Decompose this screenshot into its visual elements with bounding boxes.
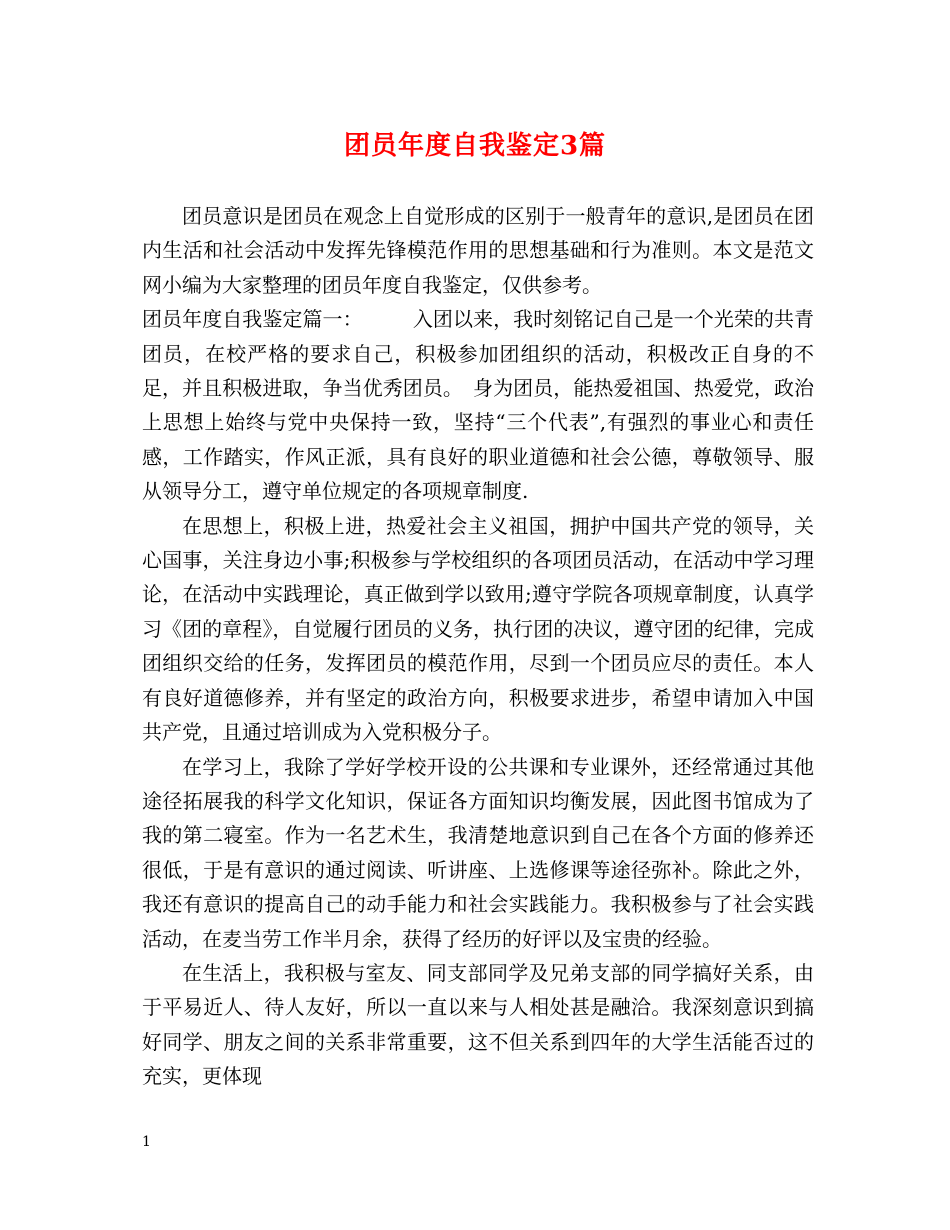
ideology-paragraph: 在思想上，积极上进，热爱社会主义祖国，拥护中国共产党的领导，关心国事，关注身边小事;积极参与学校组织的各项团员活动，在活动中学习理论，在活动中实践理论，真正做到学以致用;遵守学院各项规章制度，认真学习《团的章程》，自觉履行团员的义务，执行团的决议，遵守团的纪律，完成团组织交给的任务，发挥团员的模范作用，尽到一个团员应尽的责任。本人有良好道德修养，并有坚定的政治方向，积极要求进步，希望申请加入中国共产党，且通过培训成为入党积极分子。 xyxy=(142,513,814,745)
document-title: 团员年度自我鉴定3篇 xyxy=(343,131,607,161)
document-body xyxy=(142,199,814,1094)
life-paragraph: 在生活上，我积极与室友、同支部同学及兄弟支部的同学搞好关系，由于平易近人、待人友好，所以一直以来与人相处甚是融洽。我深刻意识到搞好同学、朋友之间的关系非常重要，这不但关系到四年的大学生活能否过的充实，更体现 xyxy=(142,960,814,1089)
intro-paragraph: 团员意识是团员在观念上自觉形成的区别于一般青年的意识,是团员在团内生活和社会活动中发挥先锋模范作用的思想基础和行为准则。本文是范文网小编为大家整理的团员年度自我鉴定，仅供参考。 xyxy=(142,204,814,297)
section-one-paragraph: 团员年度自我鉴定篇一： 入团以来，我时刻铭记自己是一个光荣的共青团员，在校严格的要求自己，积极参加团组织的活动，积极改正自身的不足，并且积极进取，争当优秀团员。 身为团员，能热爱祖国、热爱党，政治上思想上始终与党中央保持一致，坚持“三个代表”,有强烈的事业心和责任感，工作踏实，作风正派，具有良好的职业道德和社会公德，尊敬领导、服从领导分工，遵守单位规定的各项规章制度. xyxy=(142,307,814,504)
study-paragraph: 在学习上，我除了学好学校开设的公共课和专业课外，还经常通过其他途径拓展我的科学文化知识，保证各方面知识均衡发展，因此图书馆成为了我的第二寝室。作为一名艺术生，我清楚地意识到自己在各个方面的修养还很低，于是有意识的通过阅读、听讲座、上选修课等途径弥补。除此之外，我还有意识的提高自己的动手能力和社会实践能力。我积极参与了社会实践活动，在麦当劳工作半月余，获得了经历的好评以及宝贵的经验。 xyxy=(142,754,814,951)
page-number: 1 xyxy=(142,1134,151,1150)
